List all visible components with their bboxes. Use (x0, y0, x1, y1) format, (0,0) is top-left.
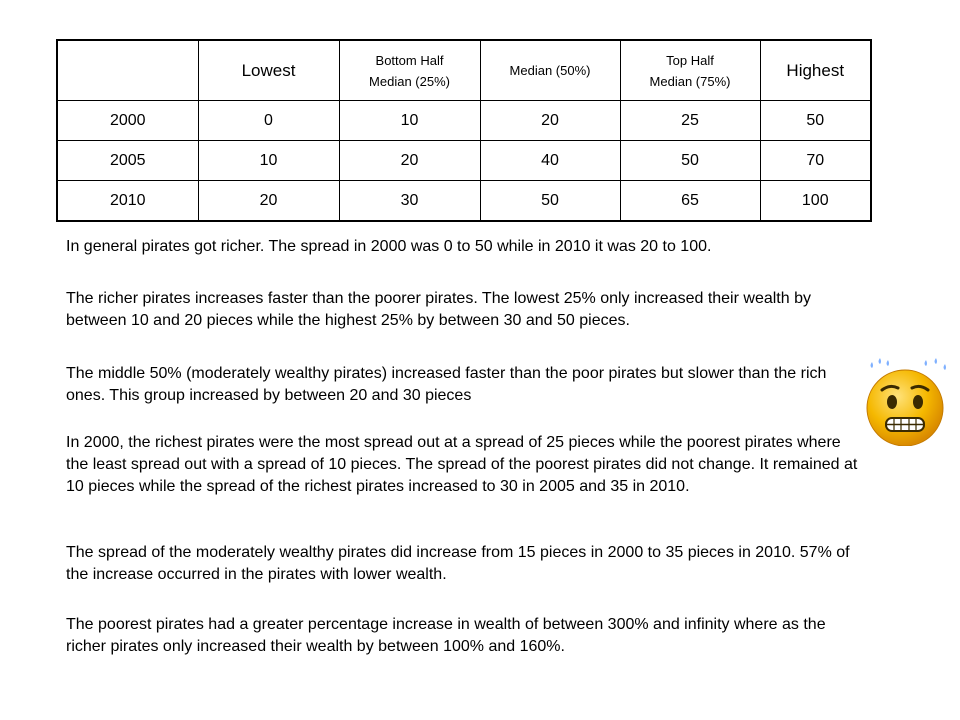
table-cell: 25 (620, 101, 760, 141)
table-row (57, 101, 871, 141)
table-cell: 20 (198, 181, 339, 222)
table-cell: 50 (760, 101, 871, 141)
header-bottom-half-line-1: Bottom Half (375, 52, 444, 68)
header-lowest: Lowest (198, 40, 339, 101)
table-cell: 40 (480, 141, 620, 181)
table-cell: 20 (339, 141, 480, 181)
table-cell: 50 (620, 141, 760, 181)
note-paragraph: The poorest pirates had a greater percentage increase in wealth of between 300% and infinity where as the richer pirates only increased their wealth by between 100% and 160%. (66, 616, 826, 655)
table-row (57, 181, 871, 222)
header-empty (57, 40, 198, 101)
table-cell: 10 (339, 101, 480, 141)
header-bottom-half-line-2: Median (25%) (369, 73, 450, 89)
table-cell: 0 (198, 101, 339, 141)
table-cell: 70 (760, 141, 871, 181)
table-cell: 10 (198, 141, 339, 181)
note-paragraph: The spread of the moderately wealthy pirates did increase from 15 pieces in 2000 to 35 pieces in 2010. 57% of the increase occurred in the pirates with lower wealth. (66, 544, 850, 583)
header-top-half (620, 40, 760, 101)
table-cell: 20 (480, 101, 620, 141)
wealth-table (56, 39, 872, 222)
table-row (57, 141, 871, 181)
table-cell: 30 (339, 181, 480, 222)
note-paragraph: In 2000, the richest pirates were the most spread out at a spread of 25 pieces while the poorest pirates where the least spread out with a spread of 10 pieces. The spread of the poorest pirates did not change. It remained at 10 pieces while the spread of the richest pirates increased to 30 in 2005 and 35 in 2010. (66, 434, 858, 495)
note-paragraph: In general pirates got richer. The spread in 2000 was 0 to 50 while in 2010 it was 20 to 100. (66, 238, 712, 255)
header-top-half-line-1: Top Half (666, 52, 714, 68)
table-cell: 2005 (57, 141, 198, 181)
table-cell: 2010 (57, 181, 198, 222)
worried-face-icon (860, 356, 950, 446)
header-highest: Highest (760, 40, 871, 101)
table-cell: 50 (480, 181, 620, 222)
header-median: Median (50%) (480, 40, 620, 101)
note-paragraph: The middle 50% (moderately wealthy pirates) increased faster than the poor pirates but slower than the rich ones. This group increased by between 20 and 30 pieces (66, 365, 827, 404)
table-header-row (57, 40, 871, 101)
table-cell: 100 (760, 181, 871, 222)
header-bottom-half (339, 40, 480, 101)
table-cell: 2000 (57, 101, 198, 141)
header-top-half-line-2: Median (75%) (649, 73, 731, 89)
table-cell: 65 (620, 181, 760, 222)
note-paragraph: The richer pirates increases faster than the poorer pirates. The lowest 25% only increased their wealth by between 10 and 20 pieces while the highest 25% by between 30 and 50 pieces. (66, 290, 811, 329)
